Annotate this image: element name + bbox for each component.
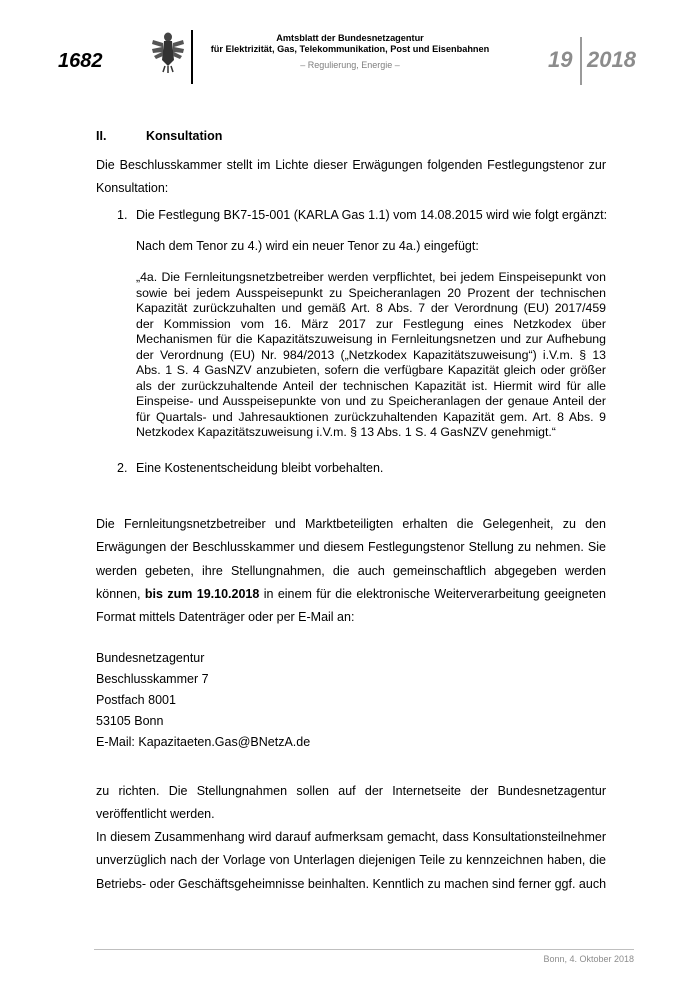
paragraph-line: werden gebeten, ihre Stellungnahmen, die auch gemeinschaftlich abgegeben werden [96,563,606,578]
text-run: in einem für die elektronische Weiterverarbeitung geeigneten [259,586,607,601]
address-line: Bundesnetzagentur [96,651,205,665]
federal-eagle-icon [151,30,185,74]
address-line: Postfach 8001 [96,693,176,707]
footer-date: Bonn, 4. Oktober 2018 [543,954,634,964]
quote-line: der Kommission vom 16. März 2017 zur Festlegung eines Netzkodex über [136,316,606,331]
page-number: 1682 [58,50,103,72]
list-item-text: Eine Kostenentscheidung bleibt vorbehalten. [136,461,384,475]
footer-divider [94,949,634,950]
quote-line: als der zurückzuhaltende Anteil der technischen Kapazität ist. Hiermit wird für alle [136,378,606,393]
paragraph-line: zu richten. Die Stellungnahmen sollen auf der Internetseite der Bundesnetzagentur [96,784,606,798]
intro-line: Konsultation: [96,181,169,195]
header-subtitle: – Regulierung, Energie – [300,60,400,70]
notice-paragraph [96,826,606,896]
quote-line: Kapazität zurückzuhalten und gemäß Art. 8 Abs. 7 der Verordnung (EU) 2017/459 [136,301,606,315]
quote-line: für Quartals- und Jahresauktionen zurückzuhaltenden Kapazität gem. Art. 8 Abs. 9 [136,409,606,424]
issue-year: 2018 [587,47,636,72]
header-title-line-1: Amtsblatt der Bundesnetzagentur [276,33,424,43]
paragraph-line: In diesem Zusammenhang wird darauf aufmerksam gemacht, dass Konsultationsteilnehmer [96,830,606,844]
email-address[interactable]: E-Mail: Kapazitaeten.Gas@BNetzA.de [96,735,311,749]
header-title-line-2: für Elektrizität, Gas, Telekommunikation, Post und Eisenbahnen [210,44,490,54]
section-intro [96,154,606,200]
paragraph-line: Format mittels Datenträger oder per E-Mail an: [96,610,355,625]
tenor-quote [136,270,606,441]
list-item-number: 2. [117,461,128,475]
section-number: II. [96,129,107,143]
list-item-subtext: Nach dem Tenor zu 4.) wird ein neuer Tenor zu 4a.) eingefügt: [136,239,479,253]
consultation-paragraph [96,513,606,629]
quote-line: „4a. Die Fernleitungsnetzbetreiber werden verpflichtet, bei jedem Einspeisepunkt von [136,270,606,284]
intro-line: Die Beschlusskammer stellt im Lichte dieser Erwägungen folgenden Festlegungstenor zur [96,158,606,172]
deadline: bis zum 19.10.2018 [144,586,260,601]
address-line: 53105 Bonn [96,714,164,728]
quote-line: Einspeise- und Ausspeisepunkte von und zu Speicheranlagen der genaue Anteil der [136,394,606,408]
quote-line: Abs. 1 S. 4 GasNZV anzubieten, sofern die verfügbare Kapazität gleich oder größer [136,363,606,377]
issue-divider [580,37,582,85]
closing-paragraph [96,780,606,826]
header-divider [191,30,193,84]
list-item-number: 1. [117,208,128,222]
text-run: können, [96,586,145,601]
list-item-text: Die Festlegung BK7-15-001 (KARLA Gas 1.1) vom 14.08.2015 wird wie folgt ergänzt: [136,208,608,222]
address-line: Beschlusskammer 7 [96,672,209,686]
paragraph-line: Die Fernleitungsnetzbetreiber und Marktbeteiligten erhalten die Gelegenheit, zu den [96,517,606,531]
paragraph-line: veröffentlicht werden. [96,807,215,821]
paragraph-line [96,583,606,606]
quote-line: Mechanismen für die Kapazitätszuweisung in Fernleitungsnetzen und zur Aufhebung [136,332,606,346]
issue-number: 19 [548,47,573,72]
section-title: Konsultation [146,129,223,143]
quote-line: der Verordnung (EU) Nr. 984/2013 („Netzkodex Kapazitätszuweisung“) i.V.m. § 13 [136,347,606,362]
paragraph-line: unverzüglich nach der Vorlage von Unterlagen diejenigen Teile zu kennzeichnen haben, die [96,853,606,868]
paragraph-line: Erwägungen der Beschlusskammer und diesem Festlegungstenor Stellung zu nehmen. Sie [96,540,606,555]
paragraph-line: Betriebs- oder Geschäftsgeheimnisse beinhalten. Kenntlich zu machen sind ferner ggf. auch [96,876,607,891]
address-block [96,648,310,753]
quote-line: sowie bei jedem Ausspeisepunkt zu Speicheranlagen 20 Prozent der technischen [136,285,606,300]
quote-line: Netzkodex Kapazitätszuweisung i.V.m. § 13 Abs. 1 S. 4 GasNZV genehmigt.“ [136,425,556,439]
